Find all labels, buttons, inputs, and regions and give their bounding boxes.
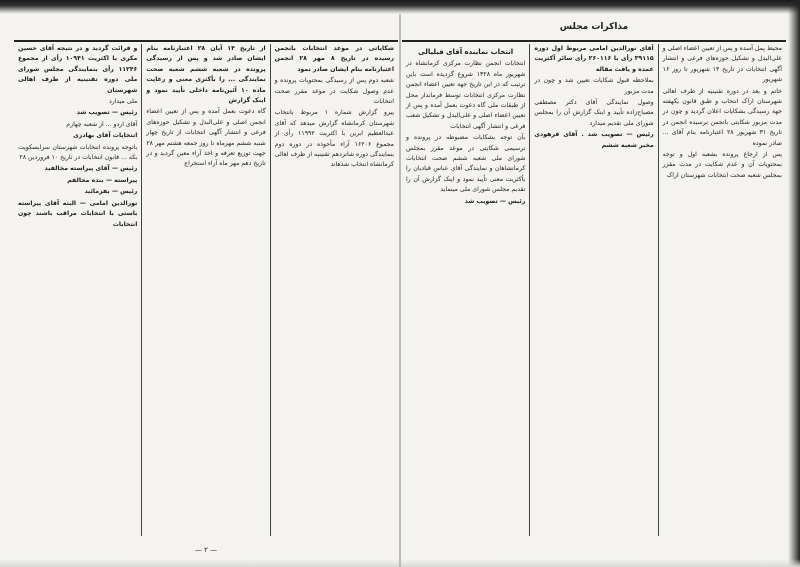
paragraph: آقای اردو ... از شعبه چهارم	[66, 120, 138, 128]
right-col-1	[658, 44, 786, 536]
header-rule	[14, 40, 398, 42]
paragraph: شکایاتی در موعد انتخابات بانجمن رسیده در تاریخ ۸ مهر ۲۸ انجمن اعتبارنامه بنام ایشان صادر نمود	[274, 45, 394, 73]
paragraph: انتخابات انجمن نظارت مرکزی کرمانشاه در شهریور ماه ۱۳۲۸ شروع گردیده است باین ترتیب که در این تاریخ جهة تعیین اعضاء انجمن نظارت مرکزی انتخابات توسط فرماندار محل از طبقات ملی گاه دعوت بعمل آمده و پس از تعیین اعضاء اصلی و علی‌البدل و تشکیل شعب فرعی و انتشار آگهی انتخابات	[406, 60, 526, 130]
paragraph: محیط پمل آسده و پس از تعیین اعضاء اصلی و علی‌البدل و تشکیل حوزه‌های فرعی و انتشار آگهی انتخابات در تاریخ ۱۴ شهریور تا روز ۱۶ شهریور	[662, 45, 782, 84]
scan-right-edge	[788, 0, 800, 567]
paragraph: نورالدین امامی — البته آقای پیراسته باستی با انتخابات مراقب باشند چون انتخابات	[18, 199, 138, 228]
paragraph: وصول نمایندگی آقای دکتر مصطفی مصباح‌زاده تأیید و اینک گزارش آن را بمجلس شورای ملی تقدیم میدارد	[534, 99, 654, 127]
scan-top-edge	[0, 0, 800, 14]
paragraph: پیرو گزارش شماره ۱ مربوط بانتخاب شهرستان کرمانشاه گزارش میدهد که آقای عبدالعظیم ابرین با اکثریت ۱۱۹۹۲ رأی از مجموع ۱۶۲۰۶ آراء مأخوذه در دوره دوم بنمایندگی دوره شانزدهم تقنینیه از طرف اهالی کرمانشاه انتخاب شدهاند	[274, 109, 394, 169]
paragraph: انتخابات آقای بهادری	[73, 132, 138, 140]
right-page-columns	[402, 44, 786, 536]
paragraph: از تاریخ ۱۴ آبان ۲۸ اعتبارنامه بنام ایشان صادر شد و پس از رسیدگی پرونده در شعبه ششم شعبه صحت نمایندگی ... را بأکثری معنی و رعایت ماده ۱۰ آئین‌نامه داخلی تأیید نمود و اینک گزارش	[146, 45, 266, 105]
paragraph: آقای نورالدین امامی مربوط اول دوره ۳۹۱۱۵ رأی با ۲۶۰۱۱۶ رأی سائر آکثریت عمده و یافت مقاله	[534, 45, 654, 73]
paragraph: رئیس — تصویب شد	[76, 109, 138, 117]
left-col-2	[141, 44, 269, 536]
right-col-3	[402, 44, 529, 536]
paragraph: رئیس — تصویب شد	[464, 197, 526, 205]
paragraph: بملاحظه قبول شکایات تعیین شد و چون در مدت مزبور	[534, 77, 654, 95]
page-gutter	[399, 14, 401, 567]
section-heading: انتخاب نماینده آقای فیلیالی	[418, 48, 514, 56]
paragraph: بآن توجه بشکایات مضبوطه در پرونده و ترسیمی شکایتی در موعد مقرر بمجلس شورای ملی شعبه ششم صحت انتخابات کرمانشاهان و نمایندگی آقای عباس قبادیان را بأکثریت معنی تأیید نمود و اینک گزارش آن را تقدیم مجلس شورای ملی مینماید	[406, 134, 526, 194]
paragraph: پیراسته — بنده مخالفم	[67, 176, 138, 184]
left-col-3	[14, 44, 141, 536]
paragraph: رئیس — بفرمائید	[84, 188, 138, 196]
left-col-1	[270, 44, 398, 536]
paragraph: و قرائت گردید و در نتیجه آقای حسین مکری با اکثریت ۱۰۹۴۱ رأی از مجموع ۱۱۲۴۶ رأی بنمایندگی مجلس شورای ملی دوره تقنینیه از طرف اهالی شهرستان	[18, 45, 138, 94]
right-col-2	[529, 44, 657, 536]
paragraph: خاتم و بعد در دوره تقنینیه از طرف اهالی شهرستان اراک انتخاب و طبق قانون یکهفته جهة رسیدگی بشکایات اعلان گردید و چون در مدت مزبور شکایتی بانجمن نرسیده انجمن در تاریخ ۳۱ شهریور ۲۸ اعتبارنامه بنام آقای ... صادر نموده	[662, 87, 782, 147]
paragraph: شعبه دوم پس از رسیدگی بمحتویات پرونده و عدم وصول شکایت در موعد مقرر صحت انتخابات	[274, 77, 394, 106]
paragraph: پس از ارجاع پرونده بشعبه اول و توجه بمحتویات آن و عدم شکایت در مدت مقرر بمجلس شعبه صحت انتخابات شهرستان اراک	[662, 151, 782, 179]
paragraph: رئیس — تصویب شد . آقای فرهودی مخبر شعبه ششم	[534, 131, 654, 149]
page-number: — ۲ —	[194, 546, 218, 554]
header-rule	[402, 40, 786, 42]
paragraph: ملی میدارد	[108, 98, 138, 106]
left-page	[14, 18, 398, 558]
paragraph: گاه دعوت بعمل آمده و پس از تعیین اعضاء انجمن اصلی و علی‌البدل و تشکیل حوزه‌های فرعی و انتشار آگهی انتخابات از تاریخ چهار شنبه ششم مهرماه تا روز جمعه هشتم مهر ۲۸ جهت توزیع تعرفه و اخذ آراء معین گردید و در تاریخ دهم مهر ماه آراء استخراج	[146, 108, 266, 168]
paragraph: رئیس — آقای پیراسته مخالفید	[44, 165, 138, 173]
right-page	[402, 18, 786, 558]
left-page-columns	[14, 44, 398, 536]
running-head: مذاکرات مجلس	[559, 22, 629, 32]
paragraph: باتوجه پرونده انتخابات شهرستان سرابسکوپت بکه ... قانون انتخابات در تاریخ ۱۰ فروردین ۲۸	[18, 143, 138, 162]
